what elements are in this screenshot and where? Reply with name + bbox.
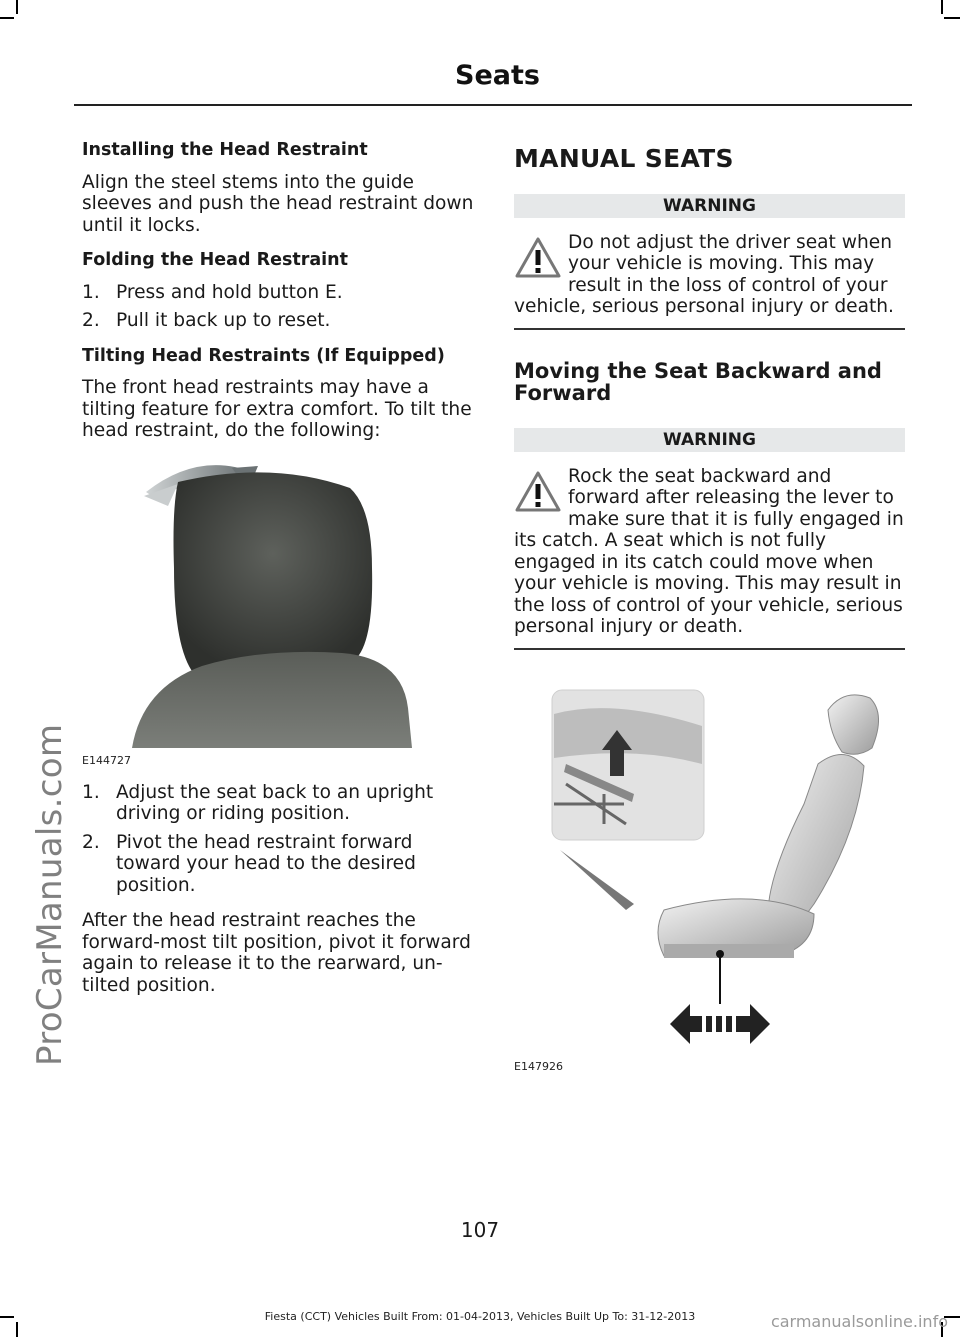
step-number: 2.: [82, 831, 100, 853]
manual-seat-figure: [514, 674, 905, 1074]
list-item: [82, 282, 474, 304]
warning-label: WARNING: [514, 428, 905, 452]
right-column: [514, 140, 905, 1074]
warning-box: [514, 466, 905, 638]
left-column: [82, 140, 474, 1010]
crop-mark: [941, 0, 943, 14]
warning-triangle-icon: [514, 236, 562, 280]
step-text: Pivot the head restraint forward toward your head to the desired position.: [116, 831, 416, 896]
tilt-heading: Tilting Head Restraints (If Equipped): [82, 345, 445, 366]
step-text: Press and hold button E.: [116, 281, 343, 303]
footer-text: Fiesta (CCT) Vehicles Built From: 01-04-2013, Vehicles Built Up To: 31-12-2013: [264, 1310, 696, 1323]
list-item: [82, 832, 474, 897]
subsection-title: Moving the Seat Backward and Forward: [514, 358, 882, 405]
section-title: MANUAL SEATS: [514, 144, 734, 173]
step-number: 1.: [82, 781, 100, 803]
warning-text: Rock the seat backward and forward after releasing the lever to make sure that it is fully engaged in its catch. A seat which is not fully engaged in its catch could move when your vehicle is moving. This may result in the loss of control of your vehicle, serious personal injury or death.: [514, 465, 904, 637]
figure-code: E147926: [514, 1059, 563, 1073]
step-text: Pull it back up to reset.: [116, 310, 331, 331]
crop-mark: [0, 17, 14, 19]
manual-seat-illustration: [514, 674, 905, 1054]
page-header-title: Seats: [455, 60, 540, 91]
crop-mark: [16, 1322, 18, 1337]
install-text: Align the steel stems into the guide sleeves and push the head restraint down until it locks.: [82, 171, 474, 236]
warning-triangle-icon: [514, 470, 562, 514]
step-text: Adjust the seat back to an upright driving or riding position.: [116, 781, 434, 824]
tilt-steps: [82, 782, 474, 897]
warning-box: [514, 232, 905, 318]
step-number: 2.: [82, 310, 100, 331]
crop-mark: [944, 17, 960, 19]
tilt-text: The front head restraints may have a tilting feature for extra comfort. To tilt the head restraint, do the following:: [82, 377, 472, 441]
warning-rule: [514, 328, 905, 330]
bottom-watermark: carmanualsonline.info: [770, 1312, 948, 1331]
crop-mark: [16, 0, 18, 14]
fold-heading: Folding the Head Restraint: [82, 250, 348, 270]
after-text: After the head restraint reaches the forward-most tilt position, pivot it forward again to release it to the rearward, un-tilted position.: [82, 910, 471, 996]
side-watermark: ProCarManuals.com: [30, 723, 70, 1066]
header-rule: [74, 104, 912, 106]
list-item: [82, 782, 474, 825]
list-item: [82, 310, 474, 332]
figure-code: E144727: [82, 753, 131, 767]
warning-text: Do not adjust the driver seat when your vehicle is moving. This may result in the loss of control of your vehicle, serious personal injury or death.: [514, 231, 894, 317]
page-number: 107: [460, 1218, 500, 1242]
warning-label: WARNING: [514, 194, 905, 218]
warning-rule: [514, 648, 905, 650]
head-restraint-illustration: [82, 448, 474, 748]
step-number: 1.: [82, 281, 100, 303]
fold-steps: [82, 282, 474, 332]
install-heading: Installing the Head Restraint: [82, 140, 368, 160]
head-restraint-figure: [82, 448, 474, 768]
